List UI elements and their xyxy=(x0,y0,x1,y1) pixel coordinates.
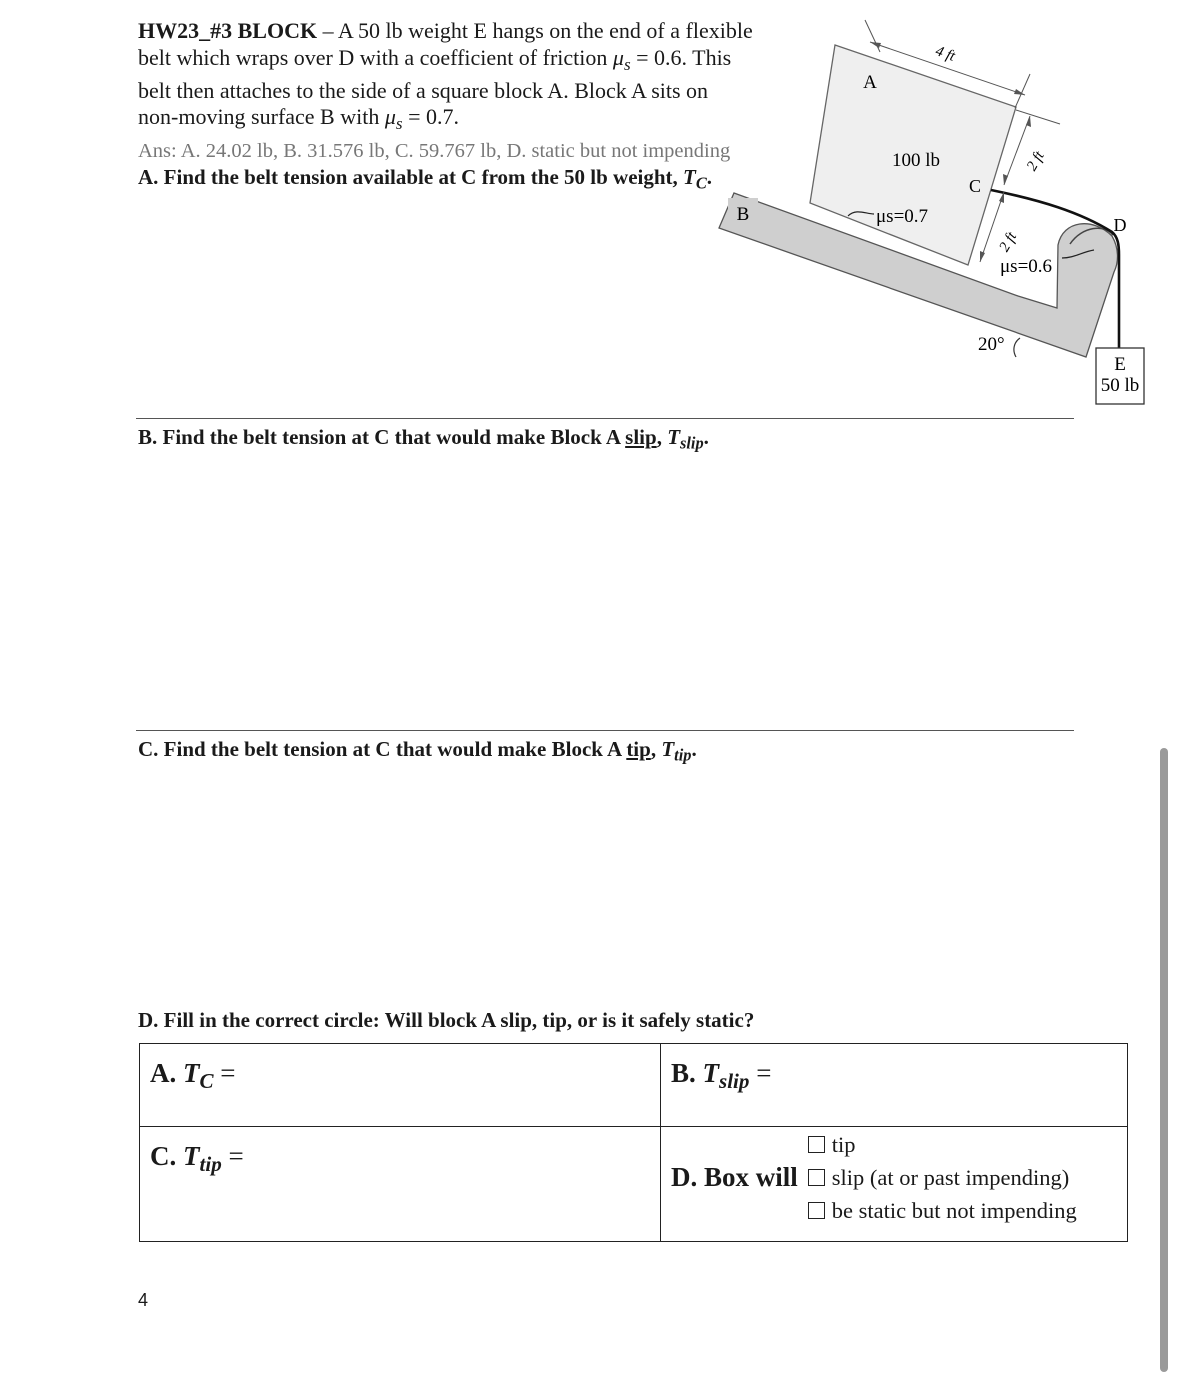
intro-line-3: belt then attaches to the side of a square block A. Block A sits on xyxy=(138,77,709,103)
divider-c xyxy=(136,730,1074,731)
angle-arc xyxy=(1014,338,1020,357)
answer-table xyxy=(139,1043,1128,1242)
angle-label: 20° xyxy=(978,334,1005,355)
box-will-label: D. Box will xyxy=(671,1161,798,1192)
weight-e-label: E xyxy=(1114,354,1126,375)
scrollbar[interactable] xyxy=(1160,748,1168,1372)
dim-2ft-upper-label: 2 ft xyxy=(1024,148,1048,174)
intro-line-4: non-moving surface B with $\mu_s = 0.7$. xyxy=(138,104,460,134)
answer-c-cell[interactable]: C. $T_{tip}$ = xyxy=(140,1127,661,1242)
problem-title: HW23_#3 BLOCK xyxy=(138,18,318,43)
divider-b xyxy=(136,418,1074,419)
dim-2ft-lower-label: 2 ft xyxy=(996,229,1021,255)
checkbox-tip[interactable] xyxy=(808,1136,825,1153)
label-b: B xyxy=(736,204,750,225)
part-a-question: A. Find the belt tension available at C from the 50 lb weight, $T_C$. xyxy=(138,165,713,193)
dim-2ft-arrow-lower-bottom xyxy=(980,251,985,262)
weight-e-value: 50 lb xyxy=(1100,375,1140,396)
dim-2ft-ext-top xyxy=(1016,110,1060,124)
part-b-question: B. Find the belt tension at C that would make Block A slip, $T_{slip}$. xyxy=(138,425,709,453)
answer-d-cell xyxy=(661,1127,1128,1242)
option-tip[interactable]: tip xyxy=(808,1128,1077,1161)
option-slip[interactable]: slip (at or past impending) xyxy=(808,1161,1077,1194)
dim-4ft-label: 4 ft xyxy=(933,43,958,65)
part-d-question: D. Fill in the correct circle: Will block A slip, tip, or is it safely static? xyxy=(138,1008,755,1032)
tip-keyword: tip xyxy=(626,737,651,761)
answer-b-cell[interactable]: B. $T_{slip}$ = xyxy=(661,1044,1128,1127)
mu-b-label: μs=0.7 xyxy=(876,206,929,227)
label-d: D xyxy=(1113,215,1127,235)
checkbox-slip[interactable] xyxy=(808,1169,825,1186)
intro-line-2: belt which wraps over D with a coefficient of friction $\mu_s = 0.6$. This xyxy=(138,44,732,74)
part-c-question: C. Find the belt tension at C that would make Block A tip, $T_{tip}$. xyxy=(138,737,697,765)
option-static[interactable]: be static but not impending xyxy=(808,1194,1077,1227)
checkbox-static[interactable] xyxy=(808,1202,825,1219)
dim-4ft-arrow-left xyxy=(870,42,881,48)
dim-2ft-arrow-lower-top xyxy=(999,192,1004,203)
label-block-weight: 100 lb xyxy=(891,150,941,171)
intro-line-1: HW23_#3 BLOCK – A 50 lb weight E hangs on the end of a flexible xyxy=(138,18,753,43)
label-c: C xyxy=(968,176,982,196)
mu-d-label: μs=0.6 xyxy=(1000,256,1053,277)
answer-key: Ans: A. 24.02 lb, B. 31.576 lb, C. 59.767 lb, D. static but not impending xyxy=(138,139,731,162)
dim-4ft-ext-left xyxy=(865,20,880,52)
slip-keyword: slip xyxy=(625,425,657,449)
box-options xyxy=(808,1128,1077,1227)
block-belt-figure xyxy=(700,0,1170,420)
label-a: A xyxy=(863,72,877,93)
problem-statement xyxy=(138,18,798,197)
page-number: 4 xyxy=(138,1290,149,1310)
answer-a-cell[interactable]: A. $T_C$ = xyxy=(140,1044,661,1127)
